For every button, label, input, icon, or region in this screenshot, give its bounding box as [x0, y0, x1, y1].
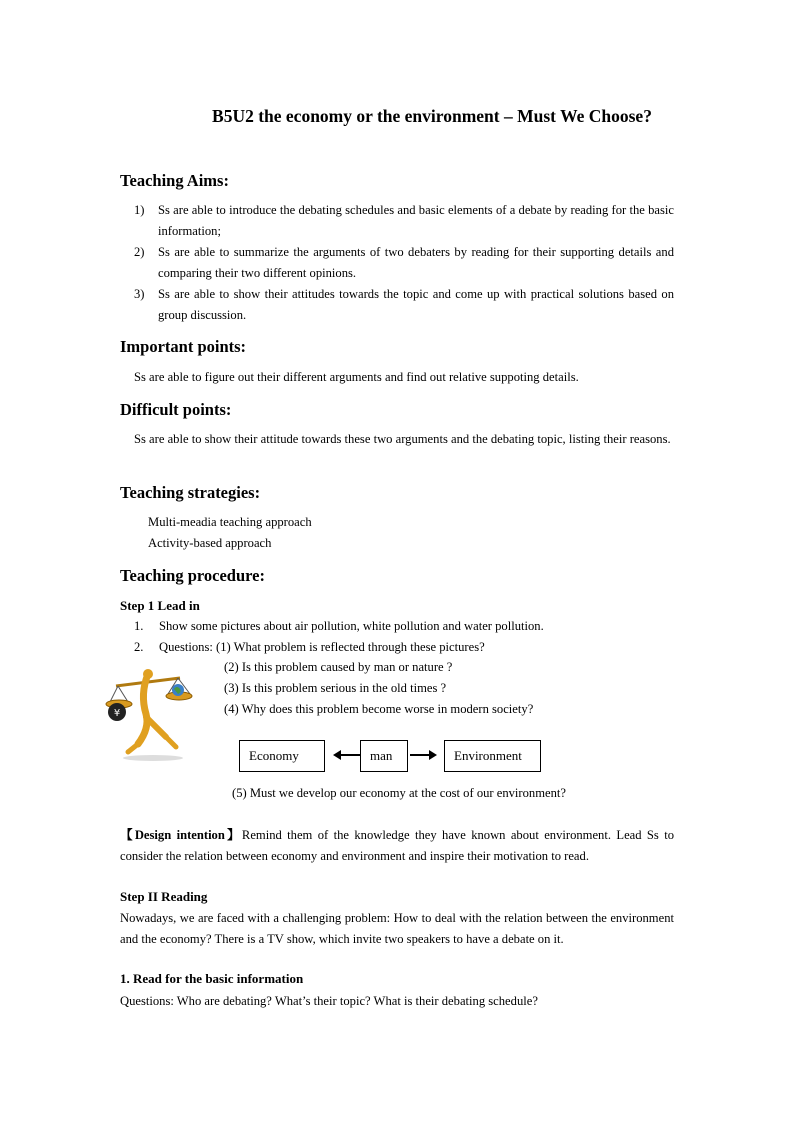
right-arrow-icon: [409, 747, 437, 763]
difficult-points-text: Ss are able to show their attitude towards these two arguments and the debating topic, listing their reasons.: [134, 432, 671, 446]
list-item: 2. Questions: (1) What problem is reflected through these pictures?: [134, 640, 485, 654]
step-2-intro: Nowadays, we are faced with a challenging problem: How to deal with the relation between the environment and the economy? There is a TV show, which invite two speakers to have a debate on it.: [120, 911, 674, 946]
diagram-man-box: man: [360, 740, 408, 772]
design-intention: [120, 825, 674, 867]
list-item: 2) Ss are able to summarize the arguments of two debaters by reading for their supporting details and comparing their two different opinions.: [134, 245, 674, 280]
step-2-heading: Step II Reading: [120, 889, 208, 904]
left-arrow-icon: [333, 747, 361, 763]
step-1-list: [134, 616, 544, 658]
read-basic-info-questions: Questions: Who are debating? What’s their topic? What is their debating schedule?: [120, 994, 538, 1008]
design-intention-text: Remind them of the knowledge they have known about environment. Lead Ss to consider the relation between economy and environment and inspire their motivation to read.: [120, 828, 674, 863]
important-points-text: Ss are able to figure out their different arguments and find out relative suppoting details.: [134, 370, 579, 384]
list-item: 1) Ss are able to introduce the debating schedules and basic elements of a debate by reading for the basic information;: [134, 203, 674, 238]
step-1-heading: Step 1 Lead in: [120, 598, 200, 613]
diagram-economy-box: Economy: [239, 740, 325, 772]
svg-text:¥: ¥: [113, 708, 121, 719]
list-item: 3) Ss are able to show their attitudes towards the topic and come up with practical solutions based on group discussion.: [134, 287, 674, 322]
balance-scale-illustration: [98, 662, 198, 762]
diagram-environment-box: Environment: [444, 740, 541, 772]
heading-difficult-points: Difficult points:: [120, 400, 232, 419]
question-5: (5) Must we develop our economy at the cost of our environment?: [232, 786, 566, 800]
list-item: 1. Show some pictures about air pollution, white pollution and water pollution.: [134, 619, 544, 633]
strategy-item: Multi-meadia teaching approach: [148, 515, 312, 529]
question-2: (2) Is this problem caused by man or nature ?: [224, 660, 453, 674]
question-3: (3) Is this problem serious in the old times ?: [224, 681, 447, 695]
question-4: (4) Why does this problem become worse in modern society?: [224, 702, 534, 716]
page-title: B5U2 the economy or the environment – Must We Choose?: [212, 106, 652, 126]
design-intention-label: 【Design intention】: [120, 828, 242, 842]
teaching-aims-list: [134, 200, 674, 326]
heading-teaching-procedure: Teaching procedure:: [120, 566, 265, 585]
read-basic-info-heading: 1. Read for the basic information: [120, 971, 304, 986]
heading-teaching-strategies: Teaching strategies:: [120, 483, 261, 502]
heading-important-points: Important points:: [120, 337, 247, 356]
strategy-item: Activity-based approach: [148, 536, 272, 550]
heading-teaching-aims: Teaching Aims:: [120, 171, 229, 190]
